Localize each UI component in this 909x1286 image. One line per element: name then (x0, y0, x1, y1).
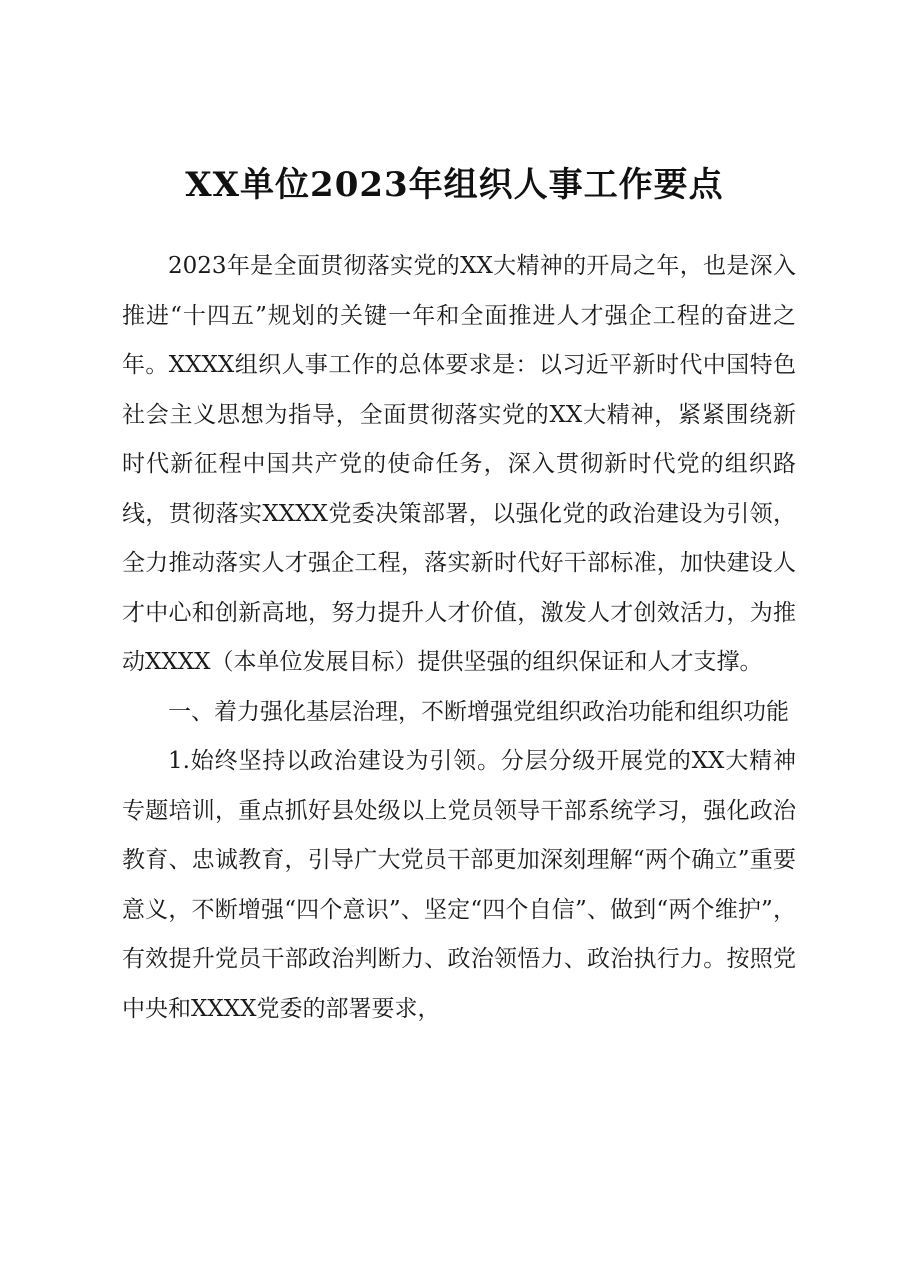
section-heading-1: 一、着力强化基层治理，不断增强党组织政治功能和组织功能 (168, 698, 789, 725)
document-title: XX单位2023年组织人事工作要点 (185, 165, 724, 205)
paragraph-intro: 2023年是全面贯彻落实党的XX大精神的开局之年，也是深入推进“十四五”规划的关键一年和全面推进人才强企工程的奋进之年。XXXX组织人事工作的总体要求是：以习近平新时代中国特色社会主义思想为指导，全面贯彻落实党的XX大精神，紧紧围绕新时代新征程中国共产党的使命任务，深入贯彻新时代党的组织路线，贯彻落实XXXX党委决策部署，以强化党的政治建设为引领，全力推动落实人才强企工程，落实新时代好干部标准，加快建设人才中心和创新高地，努力提升人才价值，激发人才创效活力，为推动XXXX（本单位发展目标）提供坚强的组织保证和人才支撑。 (122, 253, 796, 675)
paragraph-item-1: 1.始终坚持以政治建设为引领。分层分级开展党的XX大精神专题培训，重点抓好县处级以上党员领导干部系统学习，强化政治教育、忠诚教育，引导广大党员干部更加深刻理解“两个确立”重要意义，不断增强“四个意识”、坚定“四个自信”、做到“两个维护”，有效提升党员干部政治判断力、政治领悟力、政治执行力。按照党中央和XXXX党委的部署要求， (122, 748, 796, 1022)
document-body (122, 242, 796, 1034)
